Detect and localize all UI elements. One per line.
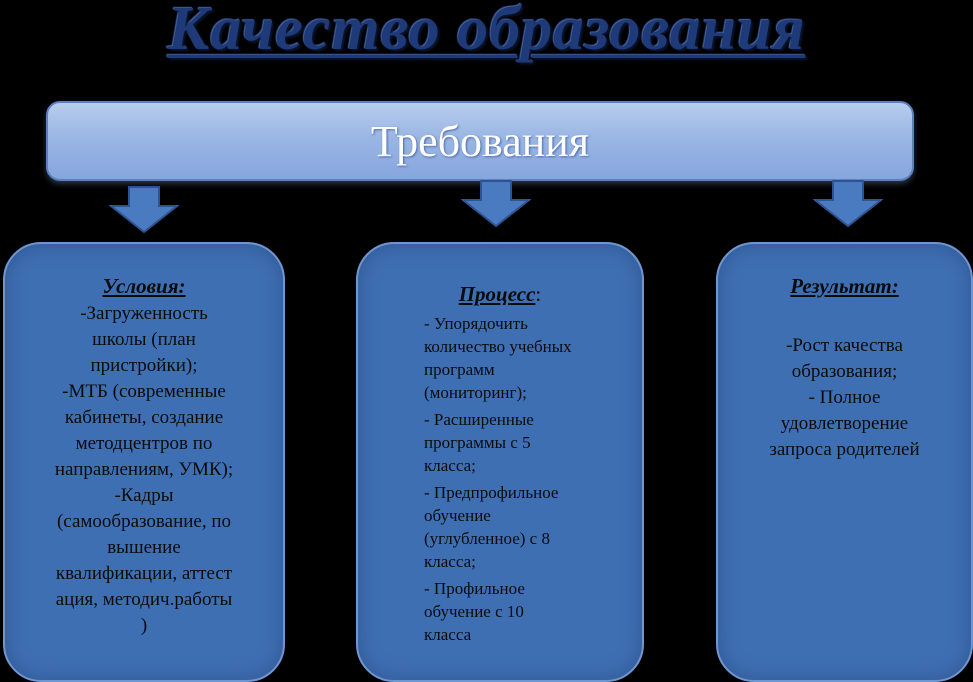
process-box — [356, 242, 644, 682]
conditions-heading: Условия: — [102, 274, 186, 298]
process-heading: Процесс — [458, 282, 536, 306]
down-arrow-icon — [461, 180, 531, 228]
down-arrow-icon — [109, 186, 179, 234]
list-item: - Упорядочить количество учебных программ (мониторинг); — [424, 314, 572, 402]
list-item: - Предпрофильное обучение (углубленное) с 8 класса; — [424, 483, 559, 571]
conditions-box — [3, 242, 285, 682]
result-heading: Результат: — [790, 274, 899, 298]
down-arrow-icon — [813, 180, 883, 228]
process-heading-colon: : — [535, 282, 542, 306]
result-body: -Рост качества образования; - Полное удовлетворение запроса родителей — [769, 335, 920, 460]
list-item: - Расширенные программы с 5 класса; — [424, 410, 534, 475]
process-heading-row — [374, 282, 626, 307]
diagram-title: Качество образования — [167, 0, 806, 63]
process-list — [424, 312, 626, 646]
requirements-bar — [46, 101, 914, 181]
requirements-label: Требования — [370, 116, 590, 166]
list-item: - Профильное обучение с 10 класса — [424, 579, 525, 644]
conditions-body: -Загруженность школы (план пристройки); -МТБ (современные кабинеты, создание методцентров по направлениям, УМК); -Кадры (самообразование, по вышение квалификации, аттест ация, методич.работы ) — [54, 303, 234, 636]
result-box — [716, 242, 973, 682]
